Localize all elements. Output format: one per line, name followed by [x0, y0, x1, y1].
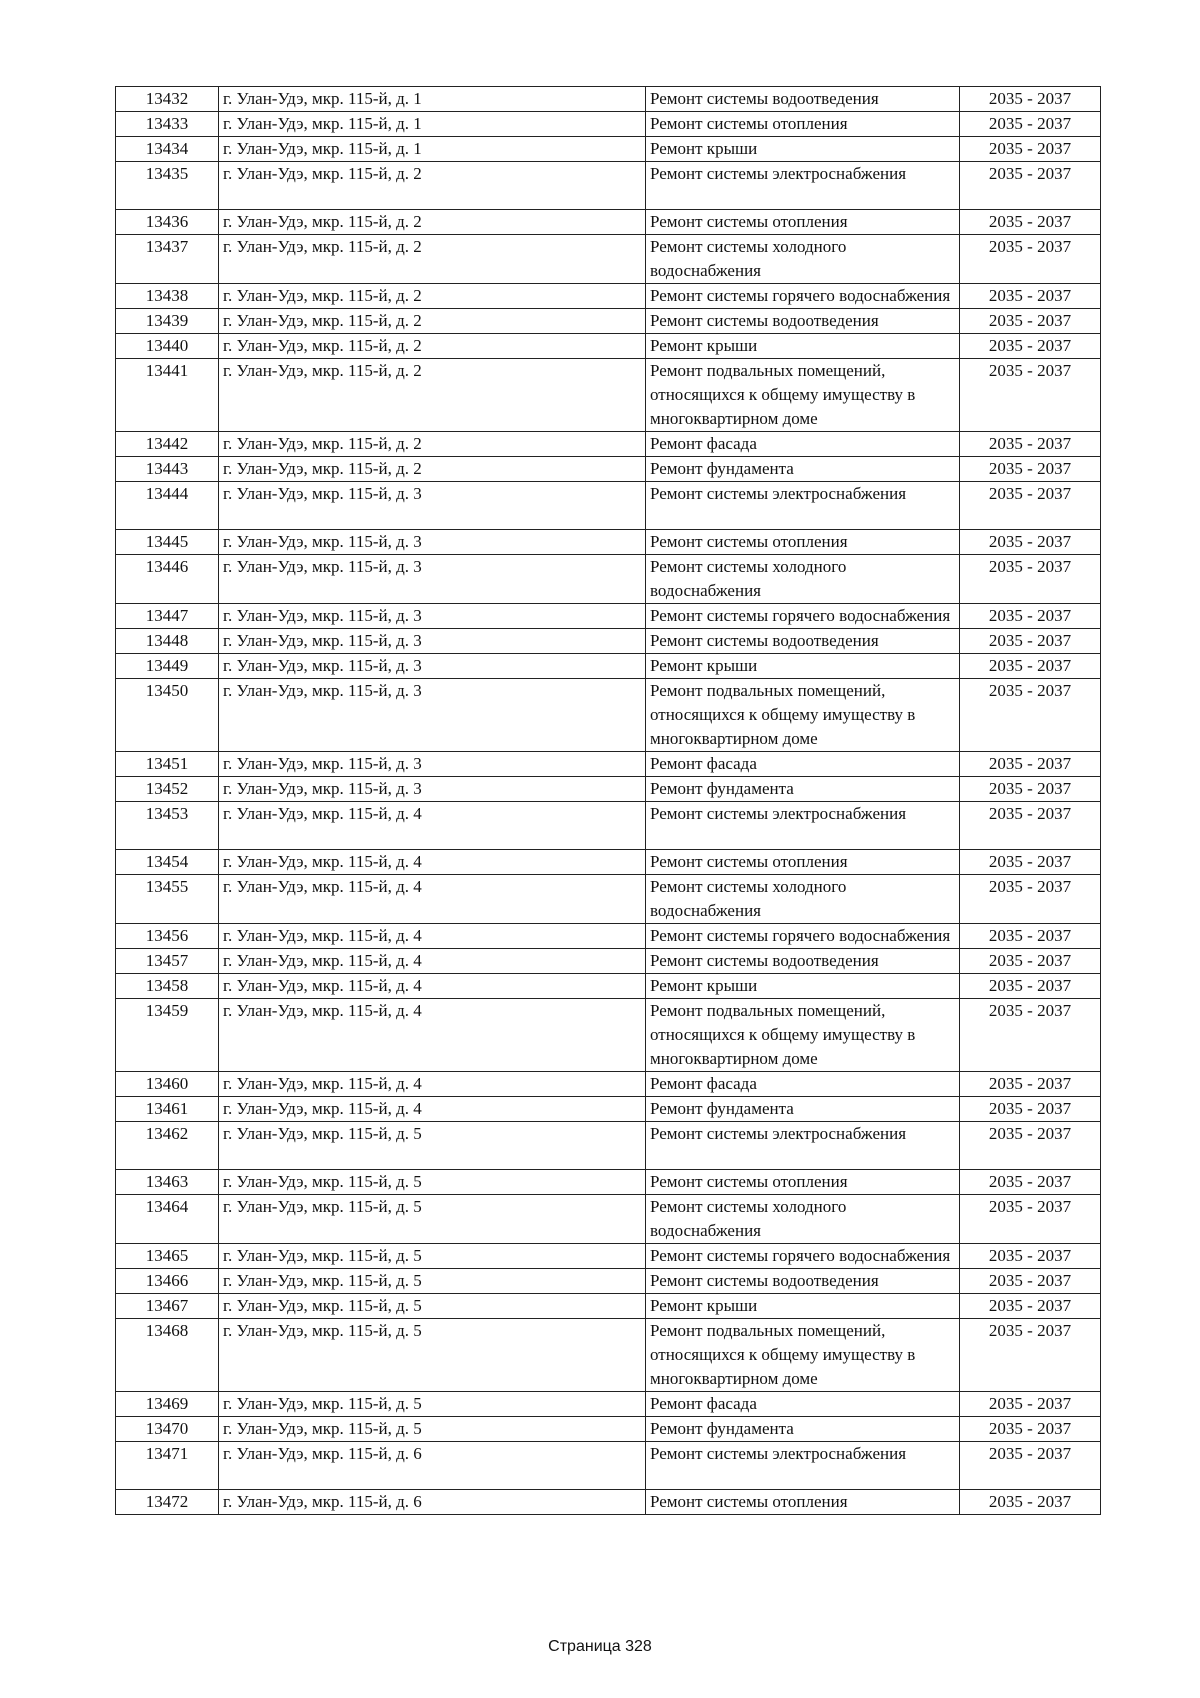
table-row: [116, 162, 1101, 210]
address-cell: г. Улан-Удэ, мкр. 115-й, д. 5: [219, 1269, 646, 1294]
row-number-cell: 13463: [116, 1170, 219, 1195]
address-cell: г. Улан-Удэ, мкр. 115-й, д. 3: [219, 604, 646, 629]
work-type-cell: Ремонт фундамента: [646, 1097, 960, 1122]
period-cell: 2035 - 2037: [960, 974, 1101, 999]
row-number-cell: 13472: [116, 1490, 219, 1515]
work-type-cell: Ремонт системы отопления: [646, 1490, 960, 1515]
table-row: [116, 850, 1101, 875]
work-type-cell: Ремонт системы отопления: [646, 530, 960, 555]
table-row: [116, 924, 1101, 949]
address-cell: г. Улан-Удэ, мкр. 115-й, д. 5: [219, 1122, 646, 1170]
repair-schedule-table: [115, 86, 1101, 1515]
table-row: [116, 1294, 1101, 1319]
table-row: [116, 1319, 1101, 1392]
work-type-cell: Ремонт крыши: [646, 974, 960, 999]
period-cell: 2035 - 2037: [960, 1392, 1101, 1417]
table-row: [116, 1392, 1101, 1417]
address-cell: г. Улан-Удэ, мкр. 115-й, д. 3: [219, 629, 646, 654]
period-cell: 2035 - 2037: [960, 1244, 1101, 1269]
address-cell: г. Улан-Удэ, мкр. 115-й, д. 3: [219, 482, 646, 530]
work-type-cell: Ремонт системы электроснабжения: [646, 802, 960, 850]
period-cell: 2035 - 2037: [960, 359, 1101, 432]
address-cell: г. Улан-Удэ, мкр. 115-й, д. 1: [219, 87, 646, 112]
period-cell: 2035 - 2037: [960, 1170, 1101, 1195]
table-row: [116, 802, 1101, 850]
period-cell: 2035 - 2037: [960, 1122, 1101, 1170]
work-type-cell: Ремонт системы водоотведения: [646, 309, 960, 334]
row-number-cell: 13469: [116, 1392, 219, 1417]
work-type-cell: Ремонт системы горячего водоснабжения: [646, 604, 960, 629]
table-row: [116, 457, 1101, 482]
address-cell: г. Улан-Удэ, мкр. 115-й, д. 5: [219, 1319, 646, 1392]
address-cell: г. Улан-Удэ, мкр. 115-й, д. 2: [219, 359, 646, 432]
period-cell: 2035 - 2037: [960, 875, 1101, 924]
work-type-cell: Ремонт фундамента: [646, 457, 960, 482]
address-cell: г. Улан-Удэ, мкр. 115-й, д. 6: [219, 1490, 646, 1515]
row-number-cell: 13453: [116, 802, 219, 850]
row-number-cell: 13466: [116, 1269, 219, 1294]
row-number-cell: 13464: [116, 1195, 219, 1244]
table-row: [116, 1244, 1101, 1269]
work-type-cell: Ремонт системы отопления: [646, 112, 960, 137]
table-row: [116, 482, 1101, 530]
address-cell: г. Улан-Удэ, мкр. 115-й, д. 2: [219, 162, 646, 210]
period-cell: 2035 - 2037: [960, 457, 1101, 482]
row-number-cell: 13457: [116, 949, 219, 974]
work-type-cell: Ремонт системы холодного водоснабжения: [646, 875, 960, 924]
row-number-cell: 13441: [116, 359, 219, 432]
work-type-cell: Ремонт системы отопления: [646, 1170, 960, 1195]
work-type-cell: Ремонт фасада: [646, 1392, 960, 1417]
row-number-cell: 13449: [116, 654, 219, 679]
work-type-cell: Ремонт системы водоотведения: [646, 1269, 960, 1294]
row-number-cell: 13465: [116, 1244, 219, 1269]
period-cell: 2035 - 2037: [960, 777, 1101, 802]
work-type-cell: Ремонт системы водоотведения: [646, 629, 960, 654]
period-cell: 2035 - 2037: [960, 334, 1101, 359]
address-cell: г. Улан-Удэ, мкр. 115-й, д. 3: [219, 777, 646, 802]
work-type-cell: Ремонт системы холодного водоснабжения: [646, 235, 960, 284]
row-number-cell: 13442: [116, 432, 219, 457]
table-row: [116, 604, 1101, 629]
address-cell: г. Улан-Удэ, мкр. 115-й, д. 1: [219, 137, 646, 162]
table-row: [116, 1417, 1101, 1442]
address-cell: г. Улан-Удэ, мкр. 115-й, д. 2: [219, 210, 646, 235]
period-cell: 2035 - 2037: [960, 949, 1101, 974]
address-cell: г. Улан-Удэ, мкр. 115-й, д. 2: [219, 309, 646, 334]
row-number-cell: 13460: [116, 1072, 219, 1097]
period-cell: 2035 - 2037: [960, 752, 1101, 777]
row-number-cell: 13452: [116, 777, 219, 802]
table-row: [116, 999, 1101, 1072]
address-cell: г. Улан-Удэ, мкр. 115-й, д. 2: [219, 334, 646, 359]
table-row: [116, 334, 1101, 359]
table-row: [116, 432, 1101, 457]
period-cell: 2035 - 2037: [960, 284, 1101, 309]
address-cell: г. Улан-Удэ, мкр. 115-й, д. 4: [219, 802, 646, 850]
period-cell: 2035 - 2037: [960, 555, 1101, 604]
page-number: Страница 328: [548, 1638, 652, 1655]
work-type-cell: Ремонт системы отопления: [646, 850, 960, 875]
address-cell: г. Улан-Удэ, мкр. 115-й, д. 2: [219, 235, 646, 284]
work-type-cell: Ремонт системы отопления: [646, 210, 960, 235]
period-cell: 2035 - 2037: [960, 1269, 1101, 1294]
table-row: [116, 1170, 1101, 1195]
row-number-cell: 13450: [116, 679, 219, 752]
row-number-cell: 13436: [116, 210, 219, 235]
row-number-cell: 13446: [116, 555, 219, 604]
row-number-cell: 13471: [116, 1442, 219, 1490]
table-row: [116, 777, 1101, 802]
row-number-cell: 13435: [116, 162, 219, 210]
period-cell: 2035 - 2037: [960, 1195, 1101, 1244]
address-cell: г. Улан-Удэ, мкр. 115-й, д. 4: [219, 974, 646, 999]
work-type-cell: Ремонт крыши: [646, 334, 960, 359]
period-cell: 2035 - 2037: [960, 432, 1101, 457]
row-number-cell: 13447: [116, 604, 219, 629]
work-type-cell: Ремонт подвальных помещений, относящихся к общему имуществу в многоквартирном доме: [646, 999, 960, 1072]
address-cell: г. Улан-Удэ, мкр. 115-й, д. 5: [219, 1417, 646, 1442]
address-cell: г. Улан-Удэ, мкр. 115-й, д. 4: [219, 924, 646, 949]
address-cell: г. Улан-Удэ, мкр. 115-й, д. 5: [219, 1170, 646, 1195]
work-type-cell: Ремонт системы электроснабжения: [646, 482, 960, 530]
period-cell: 2035 - 2037: [960, 604, 1101, 629]
table-row: [116, 875, 1101, 924]
address-cell: г. Улан-Удэ, мкр. 115-й, д. 6: [219, 1442, 646, 1490]
table-row: [116, 210, 1101, 235]
work-type-cell: Ремонт системы электроснабжения: [646, 1122, 960, 1170]
period-cell: 2035 - 2037: [960, 1319, 1101, 1392]
work-type-cell: Ремонт системы водоотведения: [646, 949, 960, 974]
address-cell: г. Улан-Удэ, мкр. 115-й, д. 5: [219, 1244, 646, 1269]
row-number-cell: 13444: [116, 482, 219, 530]
period-cell: 2035 - 2037: [960, 1294, 1101, 1319]
period-cell: 2035 - 2037: [960, 112, 1101, 137]
table-row: [116, 112, 1101, 137]
period-cell: 2035 - 2037: [960, 137, 1101, 162]
address-cell: г. Улан-Удэ, мкр. 115-й, д. 2: [219, 284, 646, 309]
address-cell: г. Улан-Удэ, мкр. 115-й, д. 4: [219, 850, 646, 875]
row-number-cell: 13456: [116, 924, 219, 949]
row-number-cell: 13434: [116, 137, 219, 162]
period-cell: 2035 - 2037: [960, 1490, 1101, 1515]
address-cell: г. Улан-Удэ, мкр. 115-й, д. 5: [219, 1294, 646, 1319]
period-cell: 2035 - 2037: [960, 309, 1101, 334]
address-cell: г. Улан-Удэ, мкр. 115-й, д. 5: [219, 1195, 646, 1244]
address-cell: г. Улан-Удэ, мкр. 115-й, д. 3: [219, 752, 646, 777]
work-type-cell: Ремонт подвальных помещений, относящихся к общему имуществу в многоквартирном доме: [646, 1319, 960, 1392]
address-cell: г. Улан-Удэ, мкр. 115-й, д. 4: [219, 875, 646, 924]
row-number-cell: 13467: [116, 1294, 219, 1319]
table-row: [116, 654, 1101, 679]
table-row: [116, 629, 1101, 654]
period-cell: 2035 - 2037: [960, 1072, 1101, 1097]
address-cell: г. Улан-Удэ, мкр. 115-й, д. 4: [219, 999, 646, 1072]
period-cell: 2035 - 2037: [960, 482, 1101, 530]
row-number-cell: 13468: [116, 1319, 219, 1392]
period-cell: 2035 - 2037: [960, 162, 1101, 210]
table-row: [116, 679, 1101, 752]
period-cell: 2035 - 2037: [960, 999, 1101, 1072]
address-cell: г. Улан-Удэ, мкр. 115-й, д. 3: [219, 679, 646, 752]
row-number-cell: 13461: [116, 1097, 219, 1122]
table-row: [116, 1269, 1101, 1294]
table-body: [116, 87, 1101, 1515]
row-number-cell: 13459: [116, 999, 219, 1072]
table-row: [116, 1490, 1101, 1515]
period-cell: 2035 - 2037: [960, 235, 1101, 284]
work-type-cell: Ремонт системы холодного водоснабжения: [646, 555, 960, 604]
row-number-cell: 13470: [116, 1417, 219, 1442]
work-type-cell: Ремонт системы водоотведения: [646, 87, 960, 112]
table-row: [116, 752, 1101, 777]
table-row: [116, 137, 1101, 162]
address-cell: г. Улан-Удэ, мкр. 115-й, д. 3: [219, 555, 646, 604]
row-number-cell: 13451: [116, 752, 219, 777]
row-number-cell: 13440: [116, 334, 219, 359]
period-cell: 2035 - 2037: [960, 850, 1101, 875]
table-row: [116, 284, 1101, 309]
address-cell: г. Улан-Удэ, мкр. 115-й, д. 2: [219, 457, 646, 482]
table-row: [116, 1195, 1101, 1244]
address-cell: г. Улан-Удэ, мкр. 115-й, д. 1: [219, 112, 646, 137]
table-row: [116, 1442, 1101, 1490]
table-row: [116, 359, 1101, 432]
row-number-cell: 13445: [116, 530, 219, 555]
work-type-cell: Ремонт фундамента: [646, 1417, 960, 1442]
row-number-cell: 13439: [116, 309, 219, 334]
row-number-cell: 13455: [116, 875, 219, 924]
period-cell: 2035 - 2037: [960, 629, 1101, 654]
row-number-cell: 13432: [116, 87, 219, 112]
period-cell: 2035 - 2037: [960, 1417, 1101, 1442]
table-row: [116, 309, 1101, 334]
page-footer: [0, 1638, 1200, 1656]
period-cell: 2035 - 2037: [960, 654, 1101, 679]
work-type-cell: Ремонт системы горячего водоснабжения: [646, 1244, 960, 1269]
table-row: [116, 87, 1101, 112]
row-number-cell: 13438: [116, 284, 219, 309]
work-type-cell: Ремонт фасада: [646, 432, 960, 457]
address-cell: г. Улан-Удэ, мкр. 115-й, д. 4: [219, 1072, 646, 1097]
work-type-cell: Ремонт системы электроснабжения: [646, 162, 960, 210]
table-row: [116, 974, 1101, 999]
period-cell: 2035 - 2037: [960, 679, 1101, 752]
work-type-cell: Ремонт фасада: [646, 1072, 960, 1097]
work-type-cell: Ремонт системы электроснабжения: [646, 1442, 960, 1490]
table-row: [116, 555, 1101, 604]
table-row: [116, 1097, 1101, 1122]
table-row: [116, 530, 1101, 555]
row-number-cell: 13458: [116, 974, 219, 999]
row-number-cell: 13448: [116, 629, 219, 654]
period-cell: 2035 - 2037: [960, 802, 1101, 850]
row-number-cell: 13433: [116, 112, 219, 137]
table-row: [116, 949, 1101, 974]
work-type-cell: Ремонт фундамента: [646, 777, 960, 802]
row-number-cell: 13437: [116, 235, 219, 284]
work-type-cell: Ремонт системы холодного водоснабжения: [646, 1195, 960, 1244]
table-row: [116, 1072, 1101, 1097]
work-type-cell: Ремонт системы горячего водоснабжения: [646, 924, 960, 949]
period-cell: 2035 - 2037: [960, 87, 1101, 112]
period-cell: 2035 - 2037: [960, 1097, 1101, 1122]
period-cell: 2035 - 2037: [960, 1442, 1101, 1490]
work-type-cell: Ремонт подвальных помещений, относящихся к общему имуществу в многоквартирном доме: [646, 679, 960, 752]
period-cell: 2035 - 2037: [960, 530, 1101, 555]
row-number-cell: 13462: [116, 1122, 219, 1170]
work-type-cell: Ремонт крыши: [646, 137, 960, 162]
address-cell: г. Улан-Удэ, мкр. 115-й, д. 4: [219, 949, 646, 974]
period-cell: 2035 - 2037: [960, 210, 1101, 235]
row-number-cell: 13443: [116, 457, 219, 482]
address-cell: г. Улан-Удэ, мкр. 115-й, д. 2: [219, 432, 646, 457]
address-cell: г. Улан-Удэ, мкр. 115-й, д. 5: [219, 1392, 646, 1417]
address-cell: г. Улан-Удэ, мкр. 115-й, д. 4: [219, 1097, 646, 1122]
table-row: [116, 1122, 1101, 1170]
work-type-cell: Ремонт крыши: [646, 1294, 960, 1319]
period-cell: 2035 - 2037: [960, 924, 1101, 949]
work-type-cell: Ремонт системы горячего водоснабжения: [646, 284, 960, 309]
work-type-cell: Ремонт крыши: [646, 654, 960, 679]
work-type-cell: Ремонт фасада: [646, 752, 960, 777]
work-type-cell: Ремонт подвальных помещений, относящихся к общему имуществу в многоквартирном доме: [646, 359, 960, 432]
row-number-cell: 13454: [116, 850, 219, 875]
address-cell: г. Улан-Удэ, мкр. 115-й, д. 3: [219, 530, 646, 555]
table-row: [116, 235, 1101, 284]
address-cell: г. Улан-Удэ, мкр. 115-й, д. 3: [219, 654, 646, 679]
